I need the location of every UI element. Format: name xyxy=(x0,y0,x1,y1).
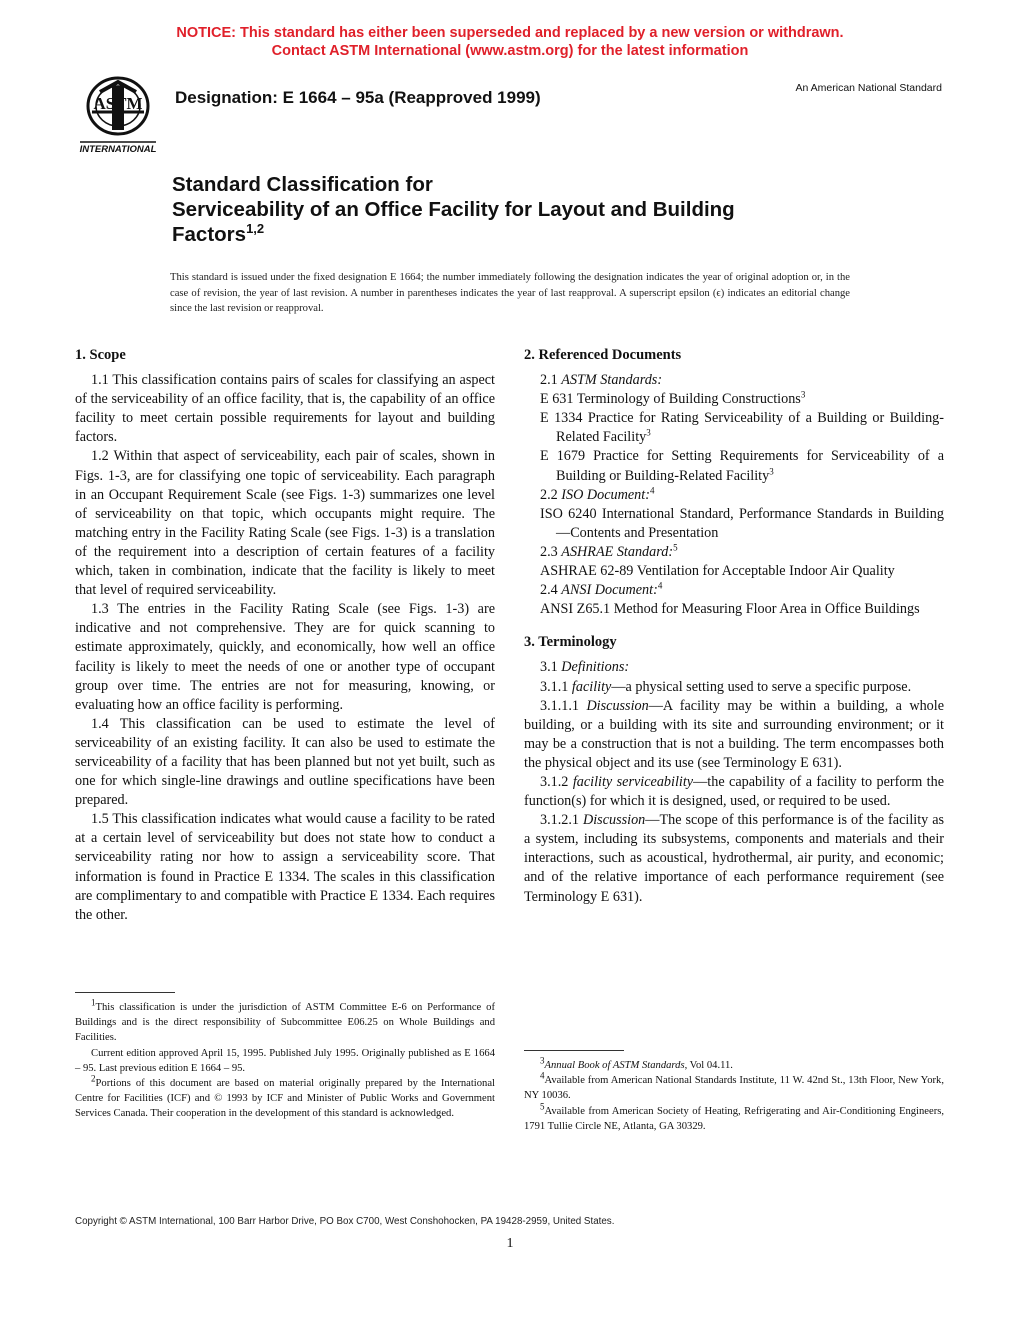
ref-e1679 xyxy=(524,447,944,485)
designation: Designation: E 1664 – 95a (Reapproved 1999) xyxy=(175,88,541,107)
term-3-1-1-term: facility xyxy=(571,678,612,695)
term-3-1-1-1-text: —A facility may be within a building, a whole building, or a building with its site and surrounding environment; or it may be a construction that is not a building. The term encompasses both the physical object and its use (see Terminology E 631). xyxy=(524,697,945,771)
ref-e631-text: E 631 Terminology of Building Constructions xyxy=(540,391,801,408)
american-national-standard: An American National Standard xyxy=(795,82,942,94)
refs-2-1-label: ASTM Standards: xyxy=(561,372,663,389)
refs-2-3 xyxy=(524,543,944,562)
term-3-1-1-num: 3.1.1 xyxy=(540,678,569,695)
astm-logo xyxy=(70,72,166,156)
title-line-3 xyxy=(172,222,932,247)
ref-e1334-text: E 1334 Practice for Rating Serviceability of a Building or Building-Related Facility xyxy=(540,410,944,446)
copyright: Copyright © ASTM International, 100 Barr Harbor Drive, PO Box C700, West Conshohocken, PA 19428-2959, United States. xyxy=(75,1216,615,1227)
footnote-4 xyxy=(524,1070,944,1103)
refs-2-3-label: ASHRAE Standard: xyxy=(561,543,674,560)
term-3-1-1-1 xyxy=(524,697,944,773)
page-number: 1 xyxy=(506,1236,514,1251)
ref-e1679-text: E 1679 Practice for Setting Requirements for Serviceability of a Building or Building-Related Facility xyxy=(540,448,944,484)
para-1-3: 1.3 The entries in the Facility Rating Scale (see Figs. 1-3) are indicative and not comprehensive. They are for quick scanning to estimate approximately, quickly, and economically, how well an office facility is likely to meet the needs of one or another type of occupant group over time. The entries are not for measuring, knowing, or evaluating how an office facility is performing. xyxy=(75,601,495,713)
refs-2-1-num: 2.1 xyxy=(540,372,558,389)
term-3-1-2-text: —the capability of a facility to perform the function(s) for which it is designed, used, or required to be used. xyxy=(524,773,944,810)
footnote-2 xyxy=(75,1073,495,1122)
document-title xyxy=(172,172,932,247)
title-line-2: Serviceability of an Office Facility for Layout and Building xyxy=(172,198,735,221)
title-line-1: Standard Classification for xyxy=(172,173,433,196)
ref-iso6240: ISO 6240 International Standard, Performance Standards in Building—Contents and Presentation xyxy=(540,505,944,541)
refs-2-2-sup: 4 xyxy=(649,484,655,495)
ref-e1679-sup: 3 xyxy=(769,465,774,476)
refs-2-3-sup: 5 xyxy=(673,542,678,553)
footnote-2-text: Portions of this document are based on material originally prepared by the International Centre for Facilities (ICF) and © 1993 by ICF and Minister of Public Works and Government Services Canada. Their cooperation in the development of this standard is acknowledged. xyxy=(75,1078,495,1120)
right-column xyxy=(524,346,944,907)
footnote-3-tail: , Vol 04.11. xyxy=(684,1060,733,1071)
term-3-1-2-1-num: 3.1.2.1 xyxy=(540,812,580,829)
footnote-rule-right xyxy=(524,1050,624,1051)
terminology-heading: 3. Terminology xyxy=(524,634,617,651)
ref-ansi: ANSI Z65.1 Method for Measuring Floor Area in Office Buildings xyxy=(540,601,920,618)
para-1-4: 1.4 This classification can be used to estimate the level of serviceability of an existing facility. It can also be used to estimate the serviceability of a facility that has been planned but not yet built, such as one for which single-line drawings and outline specifications have been prepared. xyxy=(75,715,495,809)
refs-2-4-num: 2.4 xyxy=(540,582,558,599)
term-3-1-2-term: facility serviceability xyxy=(572,773,694,790)
left-column xyxy=(75,346,495,925)
footnote-5-text: Available from American Society of Heating, Refrigerating and Air-Conditioning Engineers, 1791 Tullie Circle NE, Atlanta, GA 30329. xyxy=(524,1105,944,1132)
footnotes-right xyxy=(524,1055,944,1134)
refs-2-4-sup: 4 xyxy=(657,580,663,591)
notice-line-1: NOTICE: This standard has either been superseded and replaced by a new version or withdrawn. xyxy=(176,25,844,41)
footnotes-left xyxy=(75,997,495,1122)
term-3-1-2-1-text: —The scope of this performance is of the facility as a system, including its subsystems, components and materials and their interactions, such as acoustical, hydrothermal, air purity, and economic; and of the relative importance of each performance requirement (see Terminology E 631). xyxy=(524,812,945,905)
term-3-1-1-text: —a physical setting used to serve a specific purpose. xyxy=(611,678,912,695)
refs-2-4-label: ANSI Document: xyxy=(561,582,658,599)
astm-logo-icon xyxy=(70,72,166,156)
term-3-1-num: 3.1 xyxy=(540,659,558,676)
term-3-1-1 xyxy=(524,678,944,697)
footnote-3-text: Annual Book of ASTM Standards xyxy=(544,1060,685,1071)
withdrawn-notice xyxy=(0,24,1020,60)
term-3-1-1-1-num: 3.1.1.1 xyxy=(540,697,580,714)
refs-heading: 2. Referenced Documents xyxy=(524,347,682,363)
term-3-1-1-1-term: Discussion xyxy=(586,697,649,714)
footnote-3-num: 3 xyxy=(540,1055,545,1066)
para-1-2: 1.2 Within that aspect of serviceability, each pair of scales, shown in Figs. 1-3, are for classifying one topic of serviceability. Each paragraph in an Occupant Requirement Scale (see Figs. 1-3) summarizes one level of serviceability on that topic, which occupants might require. The matching entry in the Facility Rating Scale (see Figs. 1-3) is a translation of the requirement into a description of certain features of a facility which, taken in combination, indicate that the facility is likely to meet that level of required serviceability. xyxy=(75,448,495,599)
refs-2-3-num: 2.3 xyxy=(540,543,558,560)
footnote-rule-left xyxy=(75,992,175,993)
para-1-5: 1.5 This classification indicates what would cause a facility to be rated at a certain level of serviceability but does not state how to conduct a serviceability rating nor how to assign a serviceability score. That information is found in Practice E 1334. The scales in this classification are complimentary to and compatible with Practice E 1334. Each requires the other. xyxy=(75,811,495,923)
ref-e631 xyxy=(524,390,944,409)
footnote-3 xyxy=(524,1055,944,1073)
term-3-1-label: Definitions: xyxy=(561,659,630,676)
term-3-1-2 xyxy=(524,773,944,811)
footnote-1 xyxy=(75,997,495,1046)
logo-text: ASTM xyxy=(93,94,143,113)
footnote-1b: Current edition approved April 15, 1995. Published July 1995. Originally published as E 1664 – 95. Last previous edition E 1664 – 95. xyxy=(75,1047,495,1074)
refs-2-1 xyxy=(524,371,944,390)
refs-2-2-num: 2.2 xyxy=(540,486,558,503)
footnote-5-num: 5 xyxy=(540,1101,545,1112)
ref-e631-sup: 3 xyxy=(800,389,806,400)
footnote-4-text: Available from American National Standards Institute, 11 W. 42nd St., 13th Floor, New York, NY 10036. xyxy=(524,1075,944,1102)
refs-2-4 xyxy=(524,581,944,600)
term-3-1-2-num: 3.1.2 xyxy=(540,773,569,790)
footnote-5 xyxy=(524,1101,944,1134)
footnote-1-text: This classification is under the jurisdiction of ASTM Committee E-6 on Performance of Buildings and is the direct responsibility of Subcommittee E06.25 on Whole Buildings and Facilities. xyxy=(75,1002,495,1044)
ref-e1334-sup: 3 xyxy=(646,427,651,438)
title-footnote-ref: 1,2 xyxy=(246,221,265,237)
footnote-1-num: 1 xyxy=(91,997,96,1008)
title-word: Factors xyxy=(172,223,247,246)
footnote-2-num: 2 xyxy=(91,1073,96,1084)
term-3-1-2-1-term: Discussion xyxy=(582,812,646,829)
refs-2-2-label: ISO Document: xyxy=(561,486,650,503)
scope-heading: 1. Scope xyxy=(75,347,126,363)
ref-ashrae: ASHRAE 62-89 Ventilation for Acceptable Indoor Air Quality xyxy=(540,563,895,580)
term-3-1 xyxy=(524,658,944,677)
para-1-1: 1.1 This classification contains pairs of scales for classifying an aspect of the serviceability of an office facility, that is, the capability of an office facility to meet certain possible requirements for layout and building factors. xyxy=(75,372,495,446)
issued-note: This standard is issued under the fixed designation E 1664; the number immediately following the designation indicates the year of original adoption or, in the case of revision, the year of last revision. A number in parentheses indicates the year of last reapproval. A superscript epsilon (ϵ) indicates an editorial change since the last revision or reapproval. xyxy=(170,272,850,314)
ref-e1334 xyxy=(524,409,944,447)
refs-2-2 xyxy=(524,486,944,505)
notice-line-2: Contact ASTM International (www.astm.org) for the latest information xyxy=(271,43,749,59)
logo-subtext: INTERNATIONAL xyxy=(79,144,157,155)
term-3-1-2-1 xyxy=(524,811,944,906)
footnote-4-num: 4 xyxy=(540,1070,545,1081)
